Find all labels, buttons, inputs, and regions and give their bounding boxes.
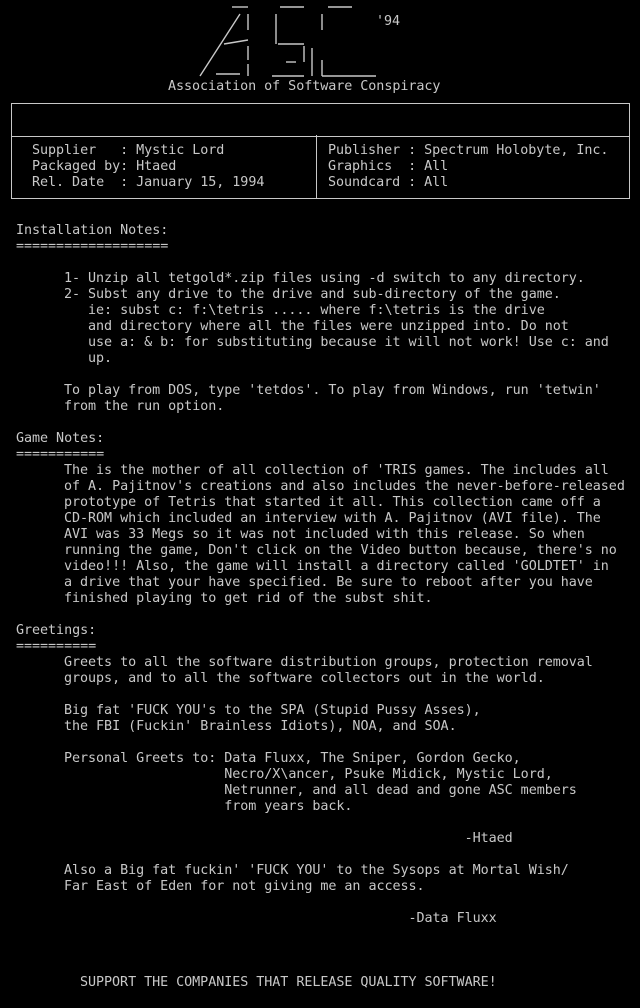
game-notes-line: of A. Pajitnov's creations and also includes the never-before-released bbox=[64, 479, 625, 494]
game-notes-line: running the game, Don't click on the Video button because, there's no bbox=[64, 543, 617, 558]
game-notes-line: finished playing to get rid of the subst shit. bbox=[64, 591, 433, 606]
greetings-line: from years back. bbox=[64, 799, 353, 814]
soundcard-line: Soundcard : All bbox=[328, 175, 449, 190]
greetings-line: Big fat 'FUCK YOU's to the SPA (Stupid Pussy Asses), bbox=[64, 703, 481, 718]
game-notes-line: a drive that your have specified. Be sure to reboot after you have bbox=[64, 575, 593, 590]
installation-line: and directory where all the files were unzipped into. Do not bbox=[64, 319, 569, 334]
installation-line: ie: subst c: f:\tetris ..... where f:\tetris is the drive bbox=[64, 303, 545, 318]
installation-title: Installation Notes: bbox=[16, 223, 169, 238]
logo-year: '94 bbox=[376, 14, 401, 29]
release-date-line: Rel. Date : January 15, 1994 bbox=[32, 175, 265, 190]
installation-line: To play from DOS, type 'tetdos'. To play from Windows, run 'tetwin' bbox=[64, 383, 601, 398]
asc-logo bbox=[0, 0, 640, 80]
publisher-line: Publisher : Spectrum Holobyte, Inc. bbox=[328, 143, 609, 158]
game-notes-line: AVI was 33 Megs so it was not included with this release. So when bbox=[64, 527, 585, 542]
installation-line: up. bbox=[64, 351, 113, 366]
greetings-line: Also a Big fat fuckin' 'FUCK YOU' to the Sysops at Mortal Wish/ bbox=[64, 863, 569, 878]
group-name: Association of Software Conspiracy bbox=[168, 79, 441, 94]
greetings-title: Greetings: bbox=[16, 623, 97, 638]
game-notes-line: CD-ROM which included an interview with A. Pajitnov (AVI file). The bbox=[64, 511, 601, 526]
game-notes-line: The is the mother of all collection of 'TRIS games. The includes all bbox=[64, 463, 609, 478]
greetings-line: Personal Greets to: Data Fluxx, The Sniper, Gordon Gecko, bbox=[64, 751, 521, 766]
release-box-title-bar bbox=[11, 103, 630, 137]
game-notes-underline: =========== bbox=[16, 447, 105, 462]
greetings-underline: ========== bbox=[16, 639, 97, 654]
signature-htaed: -Htaed bbox=[64, 831, 513, 846]
game-notes-line: prototype of Tetris that started it all. This collection came off a bbox=[64, 495, 601, 510]
supplier-line: Supplier : Mystic Lord bbox=[32, 143, 225, 158]
greetings-line: Necro/X\ancer, Psuke Midick, Mystic Lord, bbox=[64, 767, 553, 782]
installation-line: 1- Unzip all tetgold*.zip files using -d switch to any directory. bbox=[64, 271, 585, 286]
game-notes-title: Game Notes: bbox=[16, 431, 105, 446]
greetings-line: the FBI (Fuckin' Brainless Idiots), NOA, and SOA. bbox=[64, 719, 457, 734]
greetings-line: Far East of Eden for not giving me an access. bbox=[64, 879, 425, 894]
installation-line: 2- Subst any drive to the drive and sub-directory of the game. bbox=[64, 287, 561, 302]
footer-slogan: SUPPORT THE COMPANIES THAT RELEASE QUALITY SOFTWARE! bbox=[80, 975, 497, 990]
installation-line: use a: & b: for substituting because it will not work! Use c: and bbox=[64, 335, 609, 350]
installation-underline: =================== bbox=[16, 239, 169, 254]
release-box-divider bbox=[316, 135, 317, 199]
packaged-by-line: Packaged by: Htaed bbox=[32, 159, 177, 174]
installation-line: from the run option. bbox=[64, 399, 225, 414]
signature-data-fluxx: -Data Fluxx bbox=[64, 911, 497, 926]
game-notes-line: video!!! Also, the game will install a directory called 'GOLDTET' in bbox=[64, 559, 609, 574]
graphics-line: Graphics : All bbox=[328, 159, 449, 174]
greetings-line: Greets to all the software distribution groups, protection removal bbox=[64, 655, 593, 670]
greetings-line: Netrunner, and all dead and gone ASC members bbox=[64, 783, 577, 798]
greetings-line: groups, and to all the software collectors out in the world. bbox=[64, 671, 545, 686]
